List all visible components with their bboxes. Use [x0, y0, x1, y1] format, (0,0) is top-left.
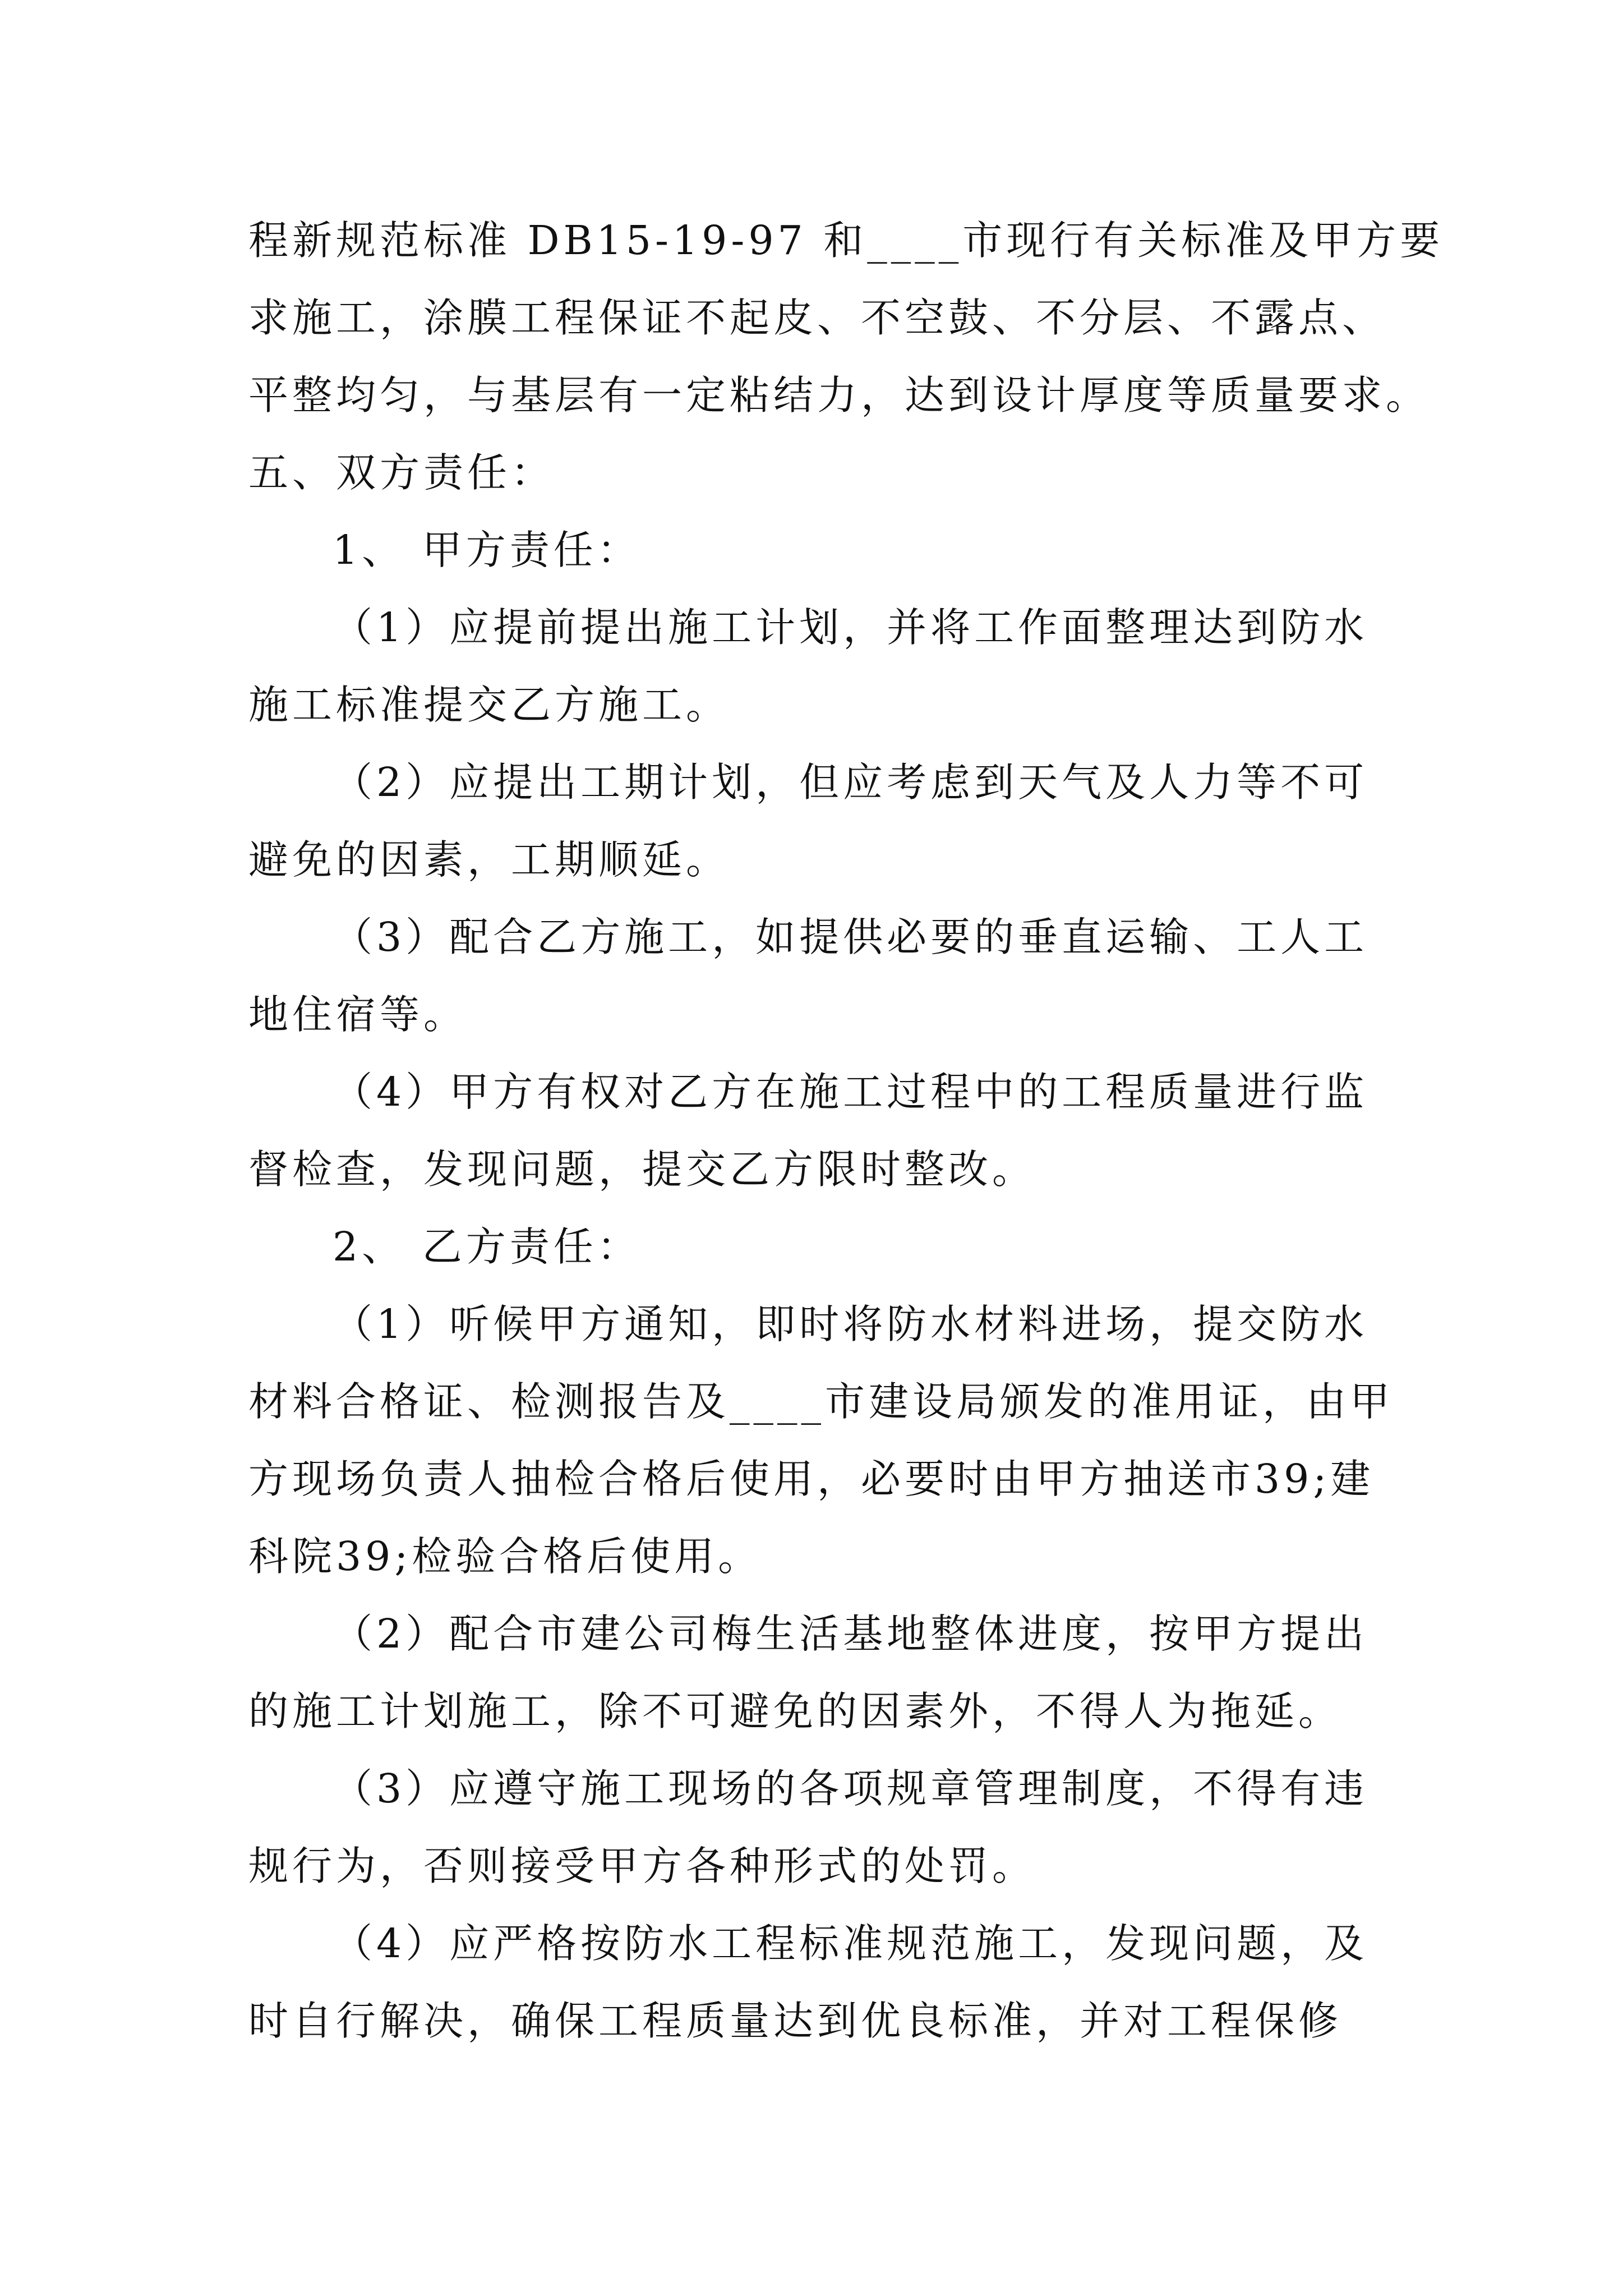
text-line: 平整均匀，与基层有一定粘结力，达到设计厚度等质量要求。 [248, 372, 1430, 418]
text-line: 科院39;检验合格后使用。 [248, 1533, 762, 1580]
text-line: 规行为，否则接受甲方各种形式的处罚。 [248, 1843, 1036, 1889]
text-line: （4）甲方有权对乙方在施工过程中的工程质量进行监 [333, 1069, 1368, 1115]
text-line: 施工标准提交乙方施工。 [248, 682, 730, 728]
subsection-heading: 1、 甲方责任： [333, 527, 641, 573]
subsection-heading: 2、 乙方责任： [333, 1223, 641, 1270]
text-line: （1）应提前提出施工计划，并将工作面整理达到防水 [333, 604, 1368, 651]
text-line: 督检查，发现问题，提交乙方限时整改。 [248, 1146, 1036, 1193]
text-line: 避免的因素，工期顺延。 [248, 836, 730, 883]
document-page [248, 202, 1444, 2060]
section-heading: 五、双方责任： [248, 449, 555, 496]
text-line: （2）应提出工期计划，但应考虑到天气及人力等不可 [333, 759, 1368, 806]
text-line: （3）应遵守施工现场的各项规章管理制度，不得有违 [333, 1765, 1368, 1812]
text-line: （1）听候甲方通知，即时将防水材料进场，提交防水 [333, 1301, 1368, 1347]
text-line: 材料合格证、检测报告及____市建设局颁发的准用证，由甲 [248, 1378, 1394, 1425]
text-line: 求施工，涂膜工程保证不起皮、不空鼓、不分层、不露点、 [248, 295, 1386, 341]
text-line: 方现场负责人抽检合格后使用，必要时由甲方抽送市39;建 [248, 1456, 1375, 1502]
text-line: 的施工计划施工，除不可避免的因素外，不得人为拖延。 [248, 1688, 1343, 1734]
text-line: （3）配合乙方施工，如提供必要的垂直运输、工人工 [333, 914, 1368, 960]
text-line: 地住宿等。 [248, 991, 468, 1038]
text-line: （2）配合市建公司梅生活基地整体进度，按甲方提出 [333, 1611, 1368, 1657]
text-line: （4）应严格按防水工程标准规范施工，发现问题，及 [333, 1920, 1368, 1967]
text-line: 时自行解决，确保工程质量达到优良标准，并对工程保修 [248, 1998, 1343, 2044]
text-line: 程新规范标准 DB15-19-97 和____市现行有关标准及甲方要 [248, 217, 1444, 264]
